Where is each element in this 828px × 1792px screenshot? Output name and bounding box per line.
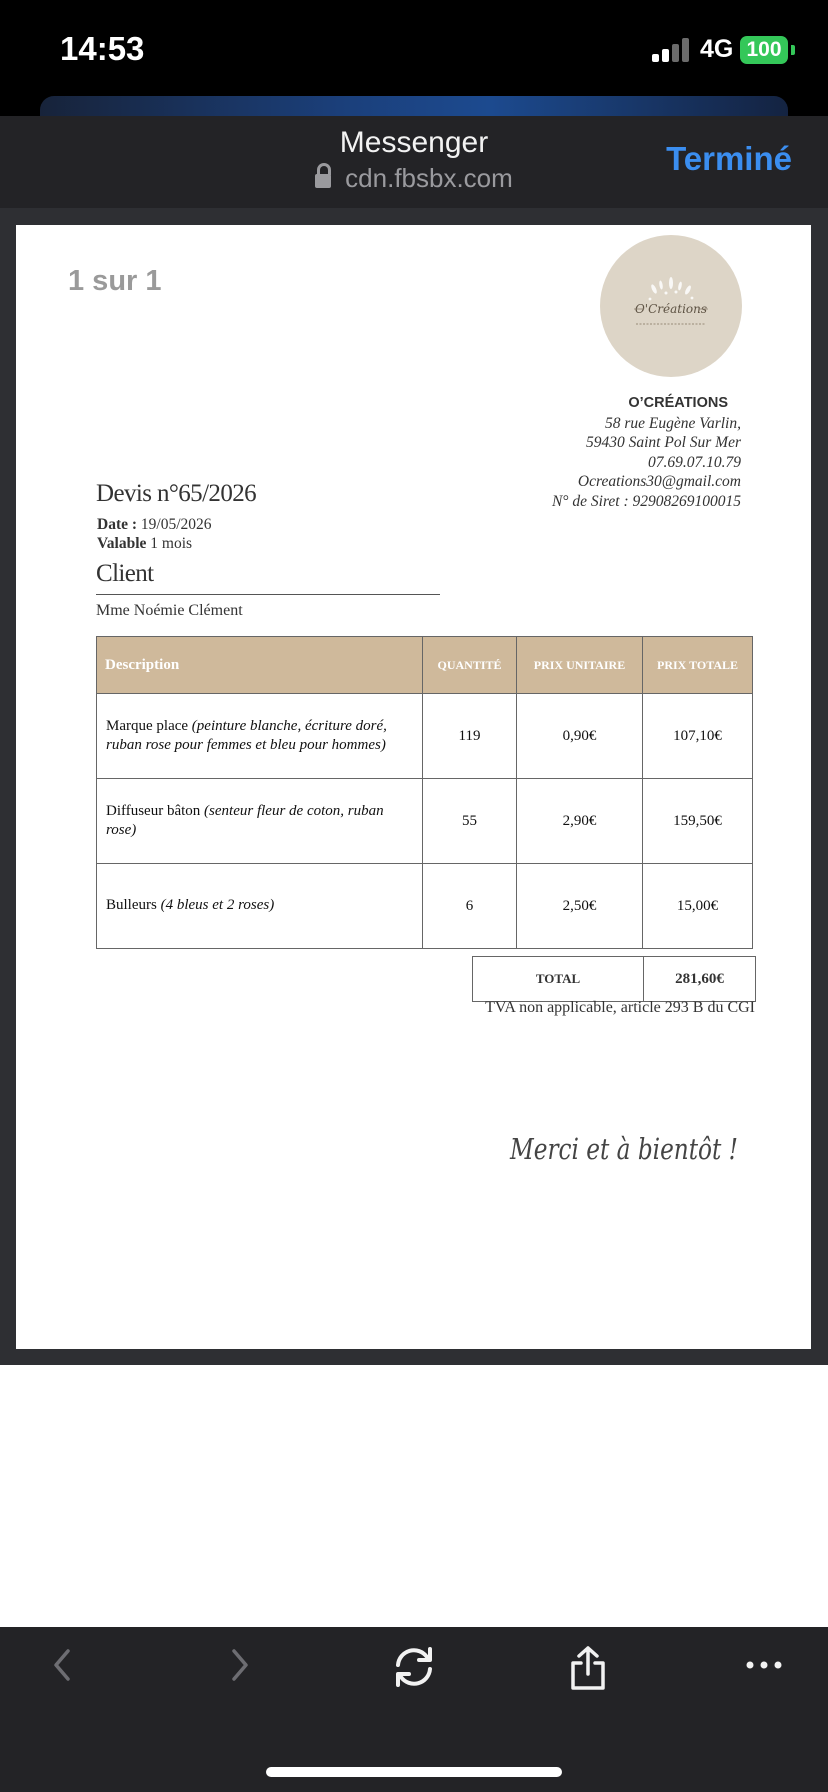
client-name: Mme Noémie Clément [96,602,243,619]
total-label: TOTAL [473,957,644,1002]
total-table [472,956,756,1002]
company-siret: N° de Siret : 92908269100015 [551,492,741,510]
item-unit-price: 2,50€ [517,864,643,949]
refresh-icon[interactable] [392,1645,436,1694]
item-details: (senteur fleur de coton, ruban rose) [106,802,384,838]
company-logo [600,235,742,377]
item-description [97,694,423,779]
svg-text:O'Créations: O'Créations [634,302,708,316]
pdf-page [16,225,811,1349]
column-header-unit-price: PRIX UNITAIRE [517,637,643,694]
item-total: 15,00€ [643,864,753,949]
url-text: cdn.fbsbx.com [345,163,513,193]
item-description [97,864,423,949]
item-description [97,779,423,864]
company-info [552,394,741,511]
item-name: Marque place [106,717,189,734]
vat-note: TVA non applicable, article 293 B du CGI [485,999,755,1016]
browser-header [0,116,828,208]
item-quantity: 119 [423,694,517,779]
item-quantity: 55 [423,779,517,864]
item-total: 159,50€ [643,779,753,864]
table-row [97,864,753,949]
battery-nub [791,45,795,55]
company-address-line1: 58 rue Eugène Varlin, [604,414,741,432]
item-name: Bulleurs [106,897,157,914]
header-title: Messenger [339,126,489,159]
more-icon[interactable] [744,1645,784,1690]
company-phone: 07.69.07.10.79 [648,453,741,471]
client-heading: Client [96,560,154,587]
home-indicator [266,1767,562,1777]
column-header-total-price: PRIX TOTALE [643,637,753,694]
quote-validity [97,535,192,553]
pdf-viewer[interactable] [0,208,828,1365]
table-row [97,694,753,779]
company-address-line2: 59430 Saint Pol Sur Mer [586,434,741,451]
item-details: (4 bleus et 2 roses) [160,897,275,914]
quote-date-value: 19/05/2026 [140,516,212,533]
column-header-description: Description [97,637,423,694]
table-row [97,779,753,864]
signature-text: Merci et à bientôt ! [509,1132,738,1166]
quote-date [97,516,212,534]
item-unit-price: 0,90€ [517,694,643,779]
total-value: 281,60€ [644,957,756,1002]
item-details: (peinture blanche, écriture doré, ruban rose pour femmes et bleu pour hommes) [106,717,387,753]
browser-sheet [0,116,828,1792]
status-bar [0,0,828,100]
chevron-right-icon[interactable] [226,1645,254,1690]
company-email: Ocreations30@gmail.com [577,473,741,490]
battery-icon: 100 [740,36,788,64]
column-header-quantity: QUANTITÉ [423,637,517,694]
item-name: Diffuseur bâton [106,802,201,819]
item-unit-price: 2,90€ [517,779,643,864]
item-total: 107,10€ [643,694,753,779]
done-button[interactable]: Terminé [666,140,792,177]
share-icon[interactable] [568,1645,608,1696]
company-name: O’CRÉATIONS [628,395,728,411]
items-table [96,636,753,949]
quote-validity-value: 1 mois [150,535,193,552]
quote-title: Devis n°65/2026 [96,480,257,507]
quote-date-label: Date : [97,516,138,533]
quote-validity-label: Valable [97,535,147,552]
signal-icon [652,38,692,62]
lock-icon [315,174,331,188]
page-indicator: 1 sur 1 [68,265,162,297]
item-quantity: 6 [423,864,517,949]
network-type: 4G [700,35,734,63]
total-row [473,957,756,1002]
signature [506,1117,744,1175]
client-divider [96,594,440,595]
blank-area [0,1365,828,1627]
table-header-row [97,637,753,694]
chevron-left-icon[interactable] [48,1645,76,1690]
status-time: 14:53 [60,30,145,67]
